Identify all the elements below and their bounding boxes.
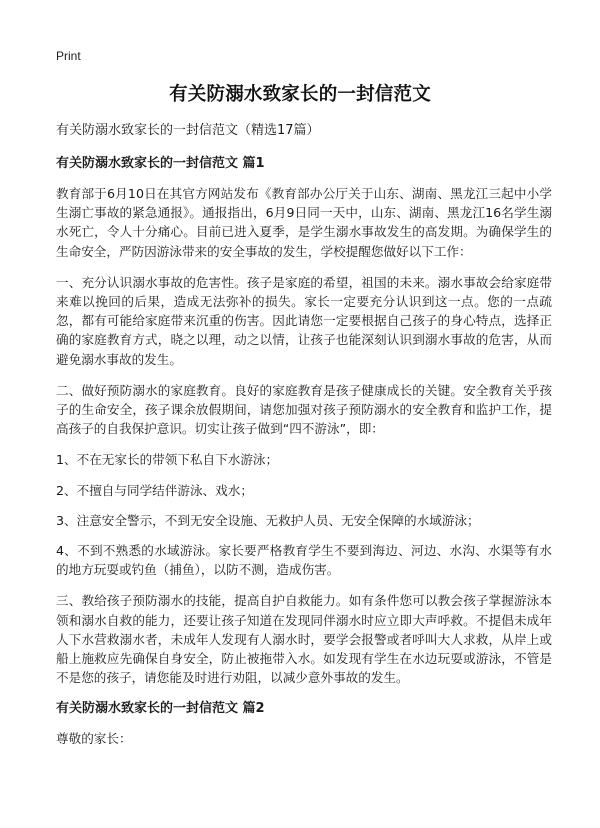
document-body [56,121,552,761]
paragraph-point-2: 二、做好预防溺水的家庭教育。良好的家庭教育是孩子健康成长的关键。安全教育关乎孩子的生命安全，孩子课余放假期间，请您加强对孩子预防溺水的安全教育和监护工作，提高孩子的自我保护意识。切实让孩子做到“四不游泳”，即： [56,382,552,437]
list-item-rule-1: 1、不在无家长的带领下私自下水游泳； [56,452,279,468]
page-title: 有关防溺水致家长的一封信范文 [169,84,431,105]
section-heading-2: 有关防溺水致家长的一封信范文 篇2 [56,701,265,717]
list-item-rule-4: 4、不到不熟悉的水域游泳。家长要严格教育学生不要到海边、河边、水沟、水渠等有水的地方玩耍或钓鱼（捕鱼），以防不测，造成伤害。 [56,543,552,578]
document-subtitle: 有关防溺水致家长的一封信范文（精选17篇） [56,123,320,138]
section-heading-1: 有关防溺水致家长的一封信范文 篇1 [56,156,265,171]
list-item-rule-3: 3、注意安全警示，不到无安全设施、无救护人员、无安全保障的水域游泳； [56,512,480,528]
paragraph-point-3: 三、教给孩子预防溺水的技能，提高自护自救能力。如有条件您可以教会孩子掌握游泳本领和溺水自救的能力，还要让孩子知道在发现同伴溺水时应立即大声呼救。不提倡未成年人下水营救溺水者，未成年人发现有人溺水时，要学会报警或者呼叫大人求救，从岸上或船上施救应先确保自身安全，防止被拖带入水。如发现有学生在水边玩耍或游泳，不管是不是您的孩子，请您能及时进行劝阻，以减少意外事故的发生。 [56,593,552,686]
paragraph-salutation: 尊敬的家长： [56,731,132,747]
print-link[interactable]: Print [56,49,81,63]
paragraph-intro: 教育部于6月10日在其官方网站发布《教育部办公厅关于山东、湖南、黑龙江三起中小学生溺亡事故的紧急通报》。通报指出，6月9日同一天中，山东、湖南、黑龙江16名学生溺水死亡，令人十分痛心。目前已进入夏季，是学生溺水事故发生的高发期。为确保学生的生命安全，严防因游泳带来的安全事故的发生，学校提醒您做好以下工作： [56,186,552,259]
list-item-rule-2: 2、不擅自与同学结伴游泳、戏水； [56,482,253,498]
paragraph-point-1: 一、充分认识溺水事故的危害性。孩子是家庭的希望，祖国的未来。溺水事故会给家庭带来难以挽回的后果，造成无法弥补的损失。家长一定要充分认识到这一点。您的一点疏忽，都有可能给家庭带来沉重的伤害。因此请您一定要根据自己孩子的身心特点，选择正确的家庭教育方式，晓之以理，动之以情，让孩子也能深刻认识到溺水事故的危害，从而避免溺水事故的发生。 [56,274,552,367]
